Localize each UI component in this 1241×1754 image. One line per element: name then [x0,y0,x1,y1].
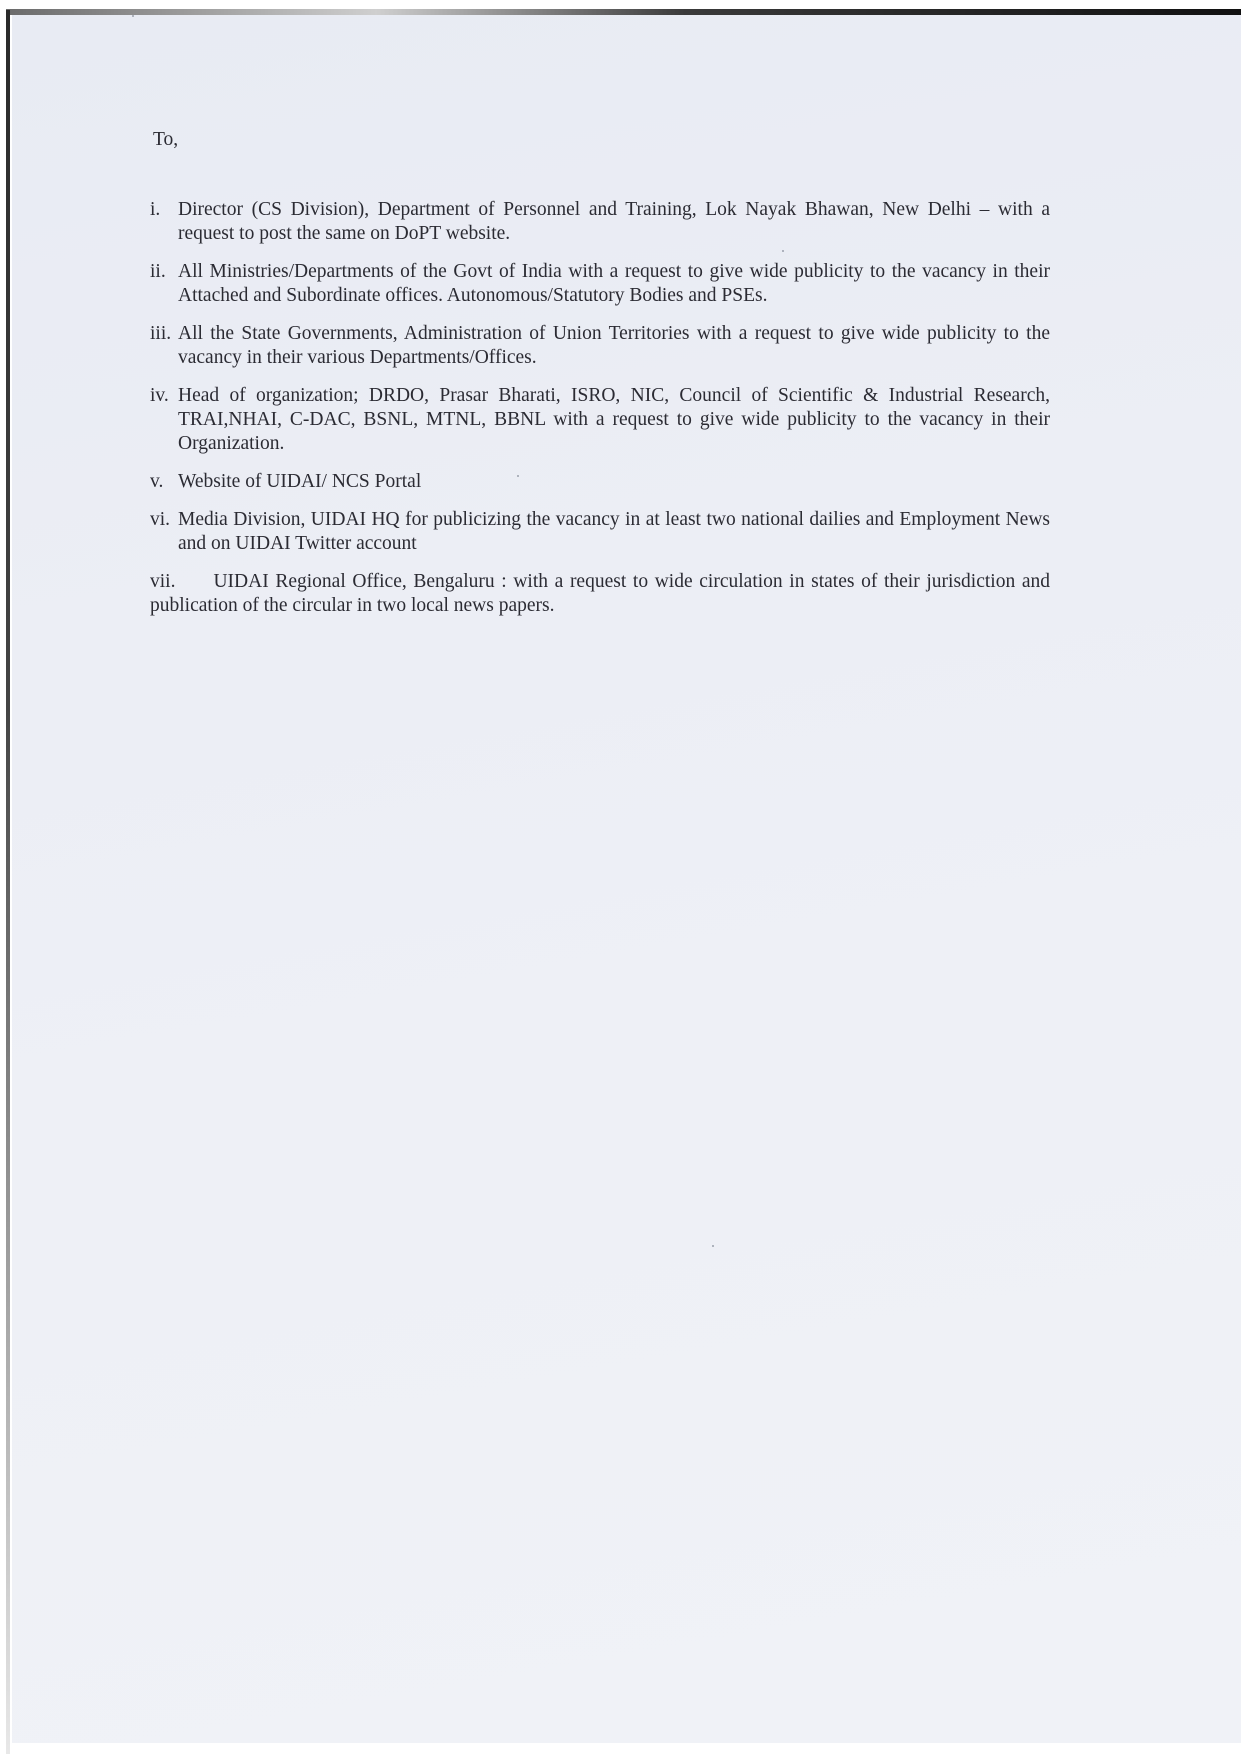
recipient-item [150,470,1050,494]
scan-left-edge [6,10,10,1754]
item-text: UIDAI Regional Office, Bengaluru : with a request to wide circulation in states of their jurisdiction and publication of the circular in two local news papers. [150,571,1050,616]
item-number: iii. [150,323,172,344]
item-number: v. [150,471,164,492]
item-text: Head of organization; DRDO, Prasar Bharati, ISRO, NIC, Council of Scientific & Industrial Research, TRAI,NHAI, C-DAC, BSNL, MTNL, BBNL with a request to give wide publicity to the vacancy in their Organization. [178,385,1050,454]
item-number: ii. [150,261,166,282]
recipient-item [150,260,1050,308]
item-number: vi. [150,509,171,530]
scan-speck [712,1245,714,1247]
recipient-item [150,198,1050,246]
item-number: i. [150,199,161,220]
recipient-item [150,384,1050,456]
item-text: All the State Governments, Administration of Union Territories with a request to give wide publicity to the vacancy in their various Departments/Offices. [178,323,1050,368]
recipient-list [150,198,1050,618]
salutation: To, [153,129,179,150]
item-text: All Ministries/Departments of the Govt of India with a request to give wide publicity to the vacancy in their Attached and Subordinate offices. Autonomous/Statutory Bodies and PSEs. [178,261,1050,306]
item-number: iv. [150,385,169,406]
letter-body [150,128,1050,632]
item-text: Director (CS Division), Department of Personnel and Training, Lok Nayak Bhawan, New Delhi – with a request to post the same on DoPT website. [178,199,1050,244]
recipient-item [150,570,1050,618]
scan-speck [132,15,134,17]
recipient-item [150,508,1050,556]
recipient-item [150,322,1050,370]
item-text: Media Division, UIDAI HQ for publicizing the vacancy in at least two national dailies and Employment News and on UIDAI Twitter account [178,509,1050,554]
item-text: Website of UIDAI/ NCS Portal [178,471,422,492]
item-number: vii. [150,571,176,592]
